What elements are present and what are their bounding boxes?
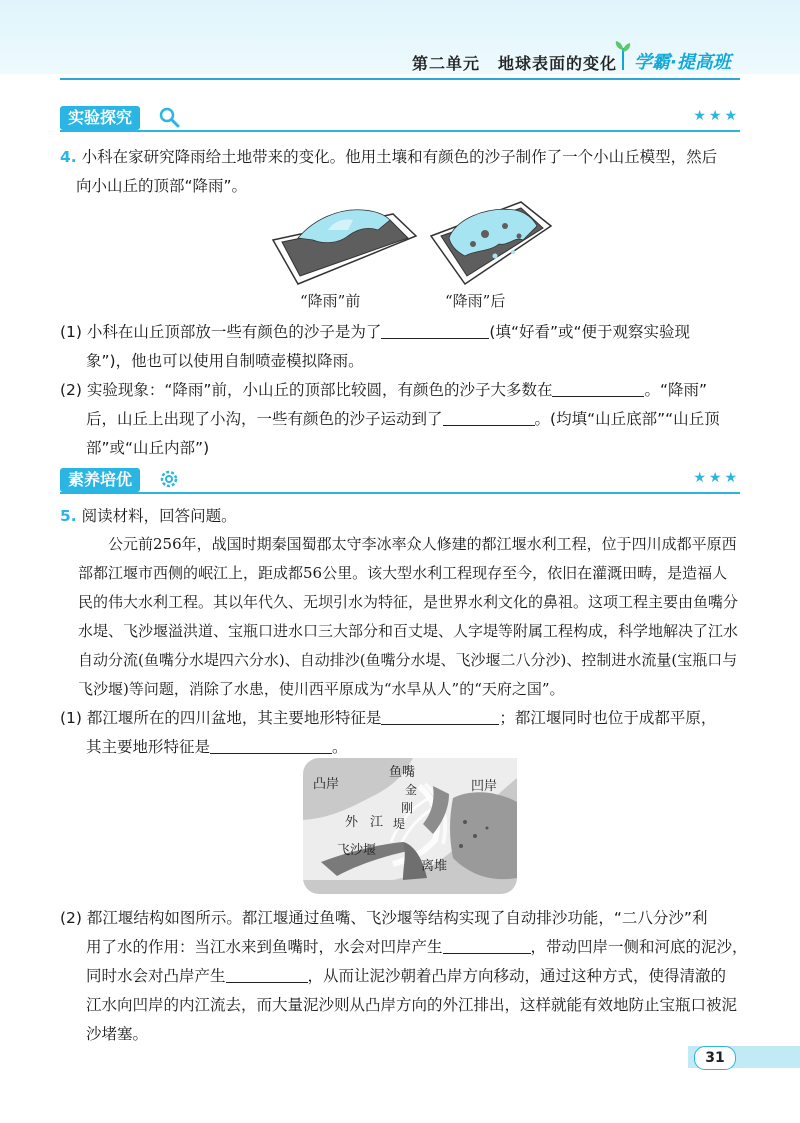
q4-number: 4. bbox=[60, 148, 77, 166]
caption-before: “降雨”前 bbox=[300, 292, 361, 310]
q5-sub1-text-d: 。 bbox=[332, 738, 348, 756]
label-ao-an: 凹岸 bbox=[471, 779, 498, 794]
label-gang: 刚 bbox=[401, 801, 414, 815]
q5-sub2-line3 bbox=[86, 962, 766, 991]
header-rule bbox=[60, 78, 740, 80]
q5-stem bbox=[60, 502, 740, 531]
q5-sub1-text-a: (1) 都江堰所在的四川盆地，其主要地形特征是 bbox=[60, 709, 382, 727]
q4-sub2-line2 bbox=[86, 405, 766, 434]
unit-label: 第二单元 bbox=[412, 54, 481, 73]
q5-sub2-line1: (2) 都江堰结构如图所示。都江堰通过鱼嘴、飞沙堰等结构实现了自动排沙功能，“二八分沙”利 bbox=[60, 909, 708, 927]
q5-stem-text: 阅读材料，回答问题。 bbox=[81, 507, 237, 525]
q5-sub2-text-d: 同时水会对凸岸产生 bbox=[86, 967, 226, 985]
q5-sub1-text-b: ；都江堰同时也位于成都平原， bbox=[499, 709, 717, 727]
sprout-icon bbox=[612, 40, 634, 72]
section-tag-experiment: 实验探究 bbox=[60, 106, 140, 130]
section-bar-advanced bbox=[60, 468, 740, 492]
label-tu-an: 凸岸 bbox=[313, 777, 340, 792]
q4-sub1 bbox=[60, 318, 740, 347]
header-title bbox=[412, 51, 635, 74]
q4-sub1-text-b: (填“好看”或“便于观察实验现 bbox=[489, 323, 691, 341]
section-tag-advanced: 素养培优 bbox=[60, 468, 140, 492]
difficulty-stars: ★★★ bbox=[693, 108, 740, 124]
q4-sub2-text-b: 。“降雨” bbox=[644, 381, 708, 399]
q4-stem bbox=[60, 143, 740, 172]
caption-after: “降雨”后 bbox=[445, 292, 506, 310]
label-wai-jiang: 外江 bbox=[345, 815, 396, 830]
q4-stem-cont: 向小山丘的顶部“降雨”。 bbox=[76, 177, 248, 195]
q5-reading-passage: 公元前256年，战国时期秦国蜀郡太守李冰率众人修建的都江堰水利工程，位于四川成都平原西部都江堰市西侧的岷江上，距成都56公里。该大型水利工程现存至今，依旧在灌溉田畴，是造福人民的伟大水利工程。其以年代久、无坝引水为特征，是世界水利文化的鼻祖。这项工程主要由鱼嘴分水堤、飞沙堰溢洪道、宝瓶口进水口三大部分和百丈堤、人字堤等附属工程构成，科学地解决了江水自动分流(鱼嘴分水堤四六分水)、自动排沙(鱼嘴分水堤、飞沙堰二八分沙)、控制进水流量(宝瓶口与飞沙堰)等问题，消除了水患，使川西平原成为“水旱从人”的“天府之国”。 bbox=[78, 535, 739, 698]
q5-sub2-text-b: 用了水的作用：当江水来到鱼嘴时，水会对凹岸产生 bbox=[86, 938, 443, 956]
difficulty-stars: ★★★ bbox=[693, 470, 740, 486]
q5-sub2-blank1[interactable] bbox=[443, 935, 531, 954]
q4-sub2 bbox=[60, 376, 740, 405]
section-bar-experiment bbox=[60, 106, 740, 130]
q5-sub2-line4: 江水向凹岸的内江流去，而大量泥沙则从凸岸方向的外江排出，这样就能有效地防止宝瓶口被泥 bbox=[86, 996, 738, 1014]
q5-sub2-blank2[interactable] bbox=[226, 964, 308, 983]
dujiangyan-diagram bbox=[303, 758, 517, 894]
label-di: 堤 bbox=[393, 817, 406, 831]
magnifier-icon bbox=[158, 106, 180, 128]
chapter-label: 地球表面的变化 bbox=[498, 54, 618, 73]
q4-sub1-cont: 象”)，他也可以使用自制喷壶模拟降雨。 bbox=[86, 352, 364, 370]
q5-sub2-line5: 沙堵塞。 bbox=[86, 1025, 149, 1043]
label-yuzui: 鱼嘴 bbox=[389, 765, 416, 780]
q5-sub2-line2 bbox=[86, 933, 766, 962]
q5-sub1-text-c: 其主要地形特征是 bbox=[86, 738, 211, 756]
q4-sub2-text-c: 后，山丘上出现了小沟，一些有颜色的沙子运动到了 bbox=[86, 410, 443, 428]
q4-sub2-text-d: 。(均填“山丘底部”“山丘顶 bbox=[534, 410, 720, 428]
page-number: 31 bbox=[694, 1046, 736, 1070]
section-rule bbox=[60, 130, 740, 132]
gear-icon bbox=[158, 468, 180, 490]
q4-sub2-line3: 部”或“山丘内部”) bbox=[86, 439, 210, 457]
hill-after-figure bbox=[425, 196, 555, 288]
hill-before-figure bbox=[268, 200, 418, 286]
q5-sub2-text-e: ，从而让泥沙朝着凸岸方向移动，通过这种方式，使得清澈的 bbox=[307, 967, 727, 985]
q5-sub1-blank2[interactable] bbox=[210, 735, 332, 754]
q5-number: 5. bbox=[60, 507, 77, 525]
label-jin: 金 bbox=[405, 783, 418, 797]
q4-sub2-blank1[interactable] bbox=[552, 378, 644, 397]
q4-sub2-text-a: (2) 实验现象：“降雨”前，小山丘的顶部比较圆，有颜色的沙子大多数在 bbox=[60, 381, 553, 399]
brand-text: 学霸·提高班 bbox=[634, 52, 731, 73]
section-rule bbox=[60, 492, 740, 494]
label-lidui: 离堆 bbox=[421, 859, 448, 874]
label-feishayan: 飞沙堰 bbox=[337, 843, 377, 858]
brand-logo bbox=[612, 46, 742, 74]
q5-sub1-blank1[interactable] bbox=[381, 706, 499, 725]
q4-sub1-blank[interactable] bbox=[381, 320, 489, 339]
q5-sub2-text-c: ，带动凹岸一侧和河底的泥沙， bbox=[530, 938, 748, 956]
q5-sub1 bbox=[60, 704, 740, 733]
q4-stem-line1: 小科在家研究降雨给土地带来的变化。他用土壤和有颜色的沙子制作了一个小山丘模型，然后 bbox=[81, 148, 718, 166]
q4-sub2-blank2[interactable] bbox=[443, 407, 535, 426]
q4-sub1-text-a: (1) 小科在山丘顶部放一些有颜色的沙子是为了 bbox=[60, 323, 382, 341]
